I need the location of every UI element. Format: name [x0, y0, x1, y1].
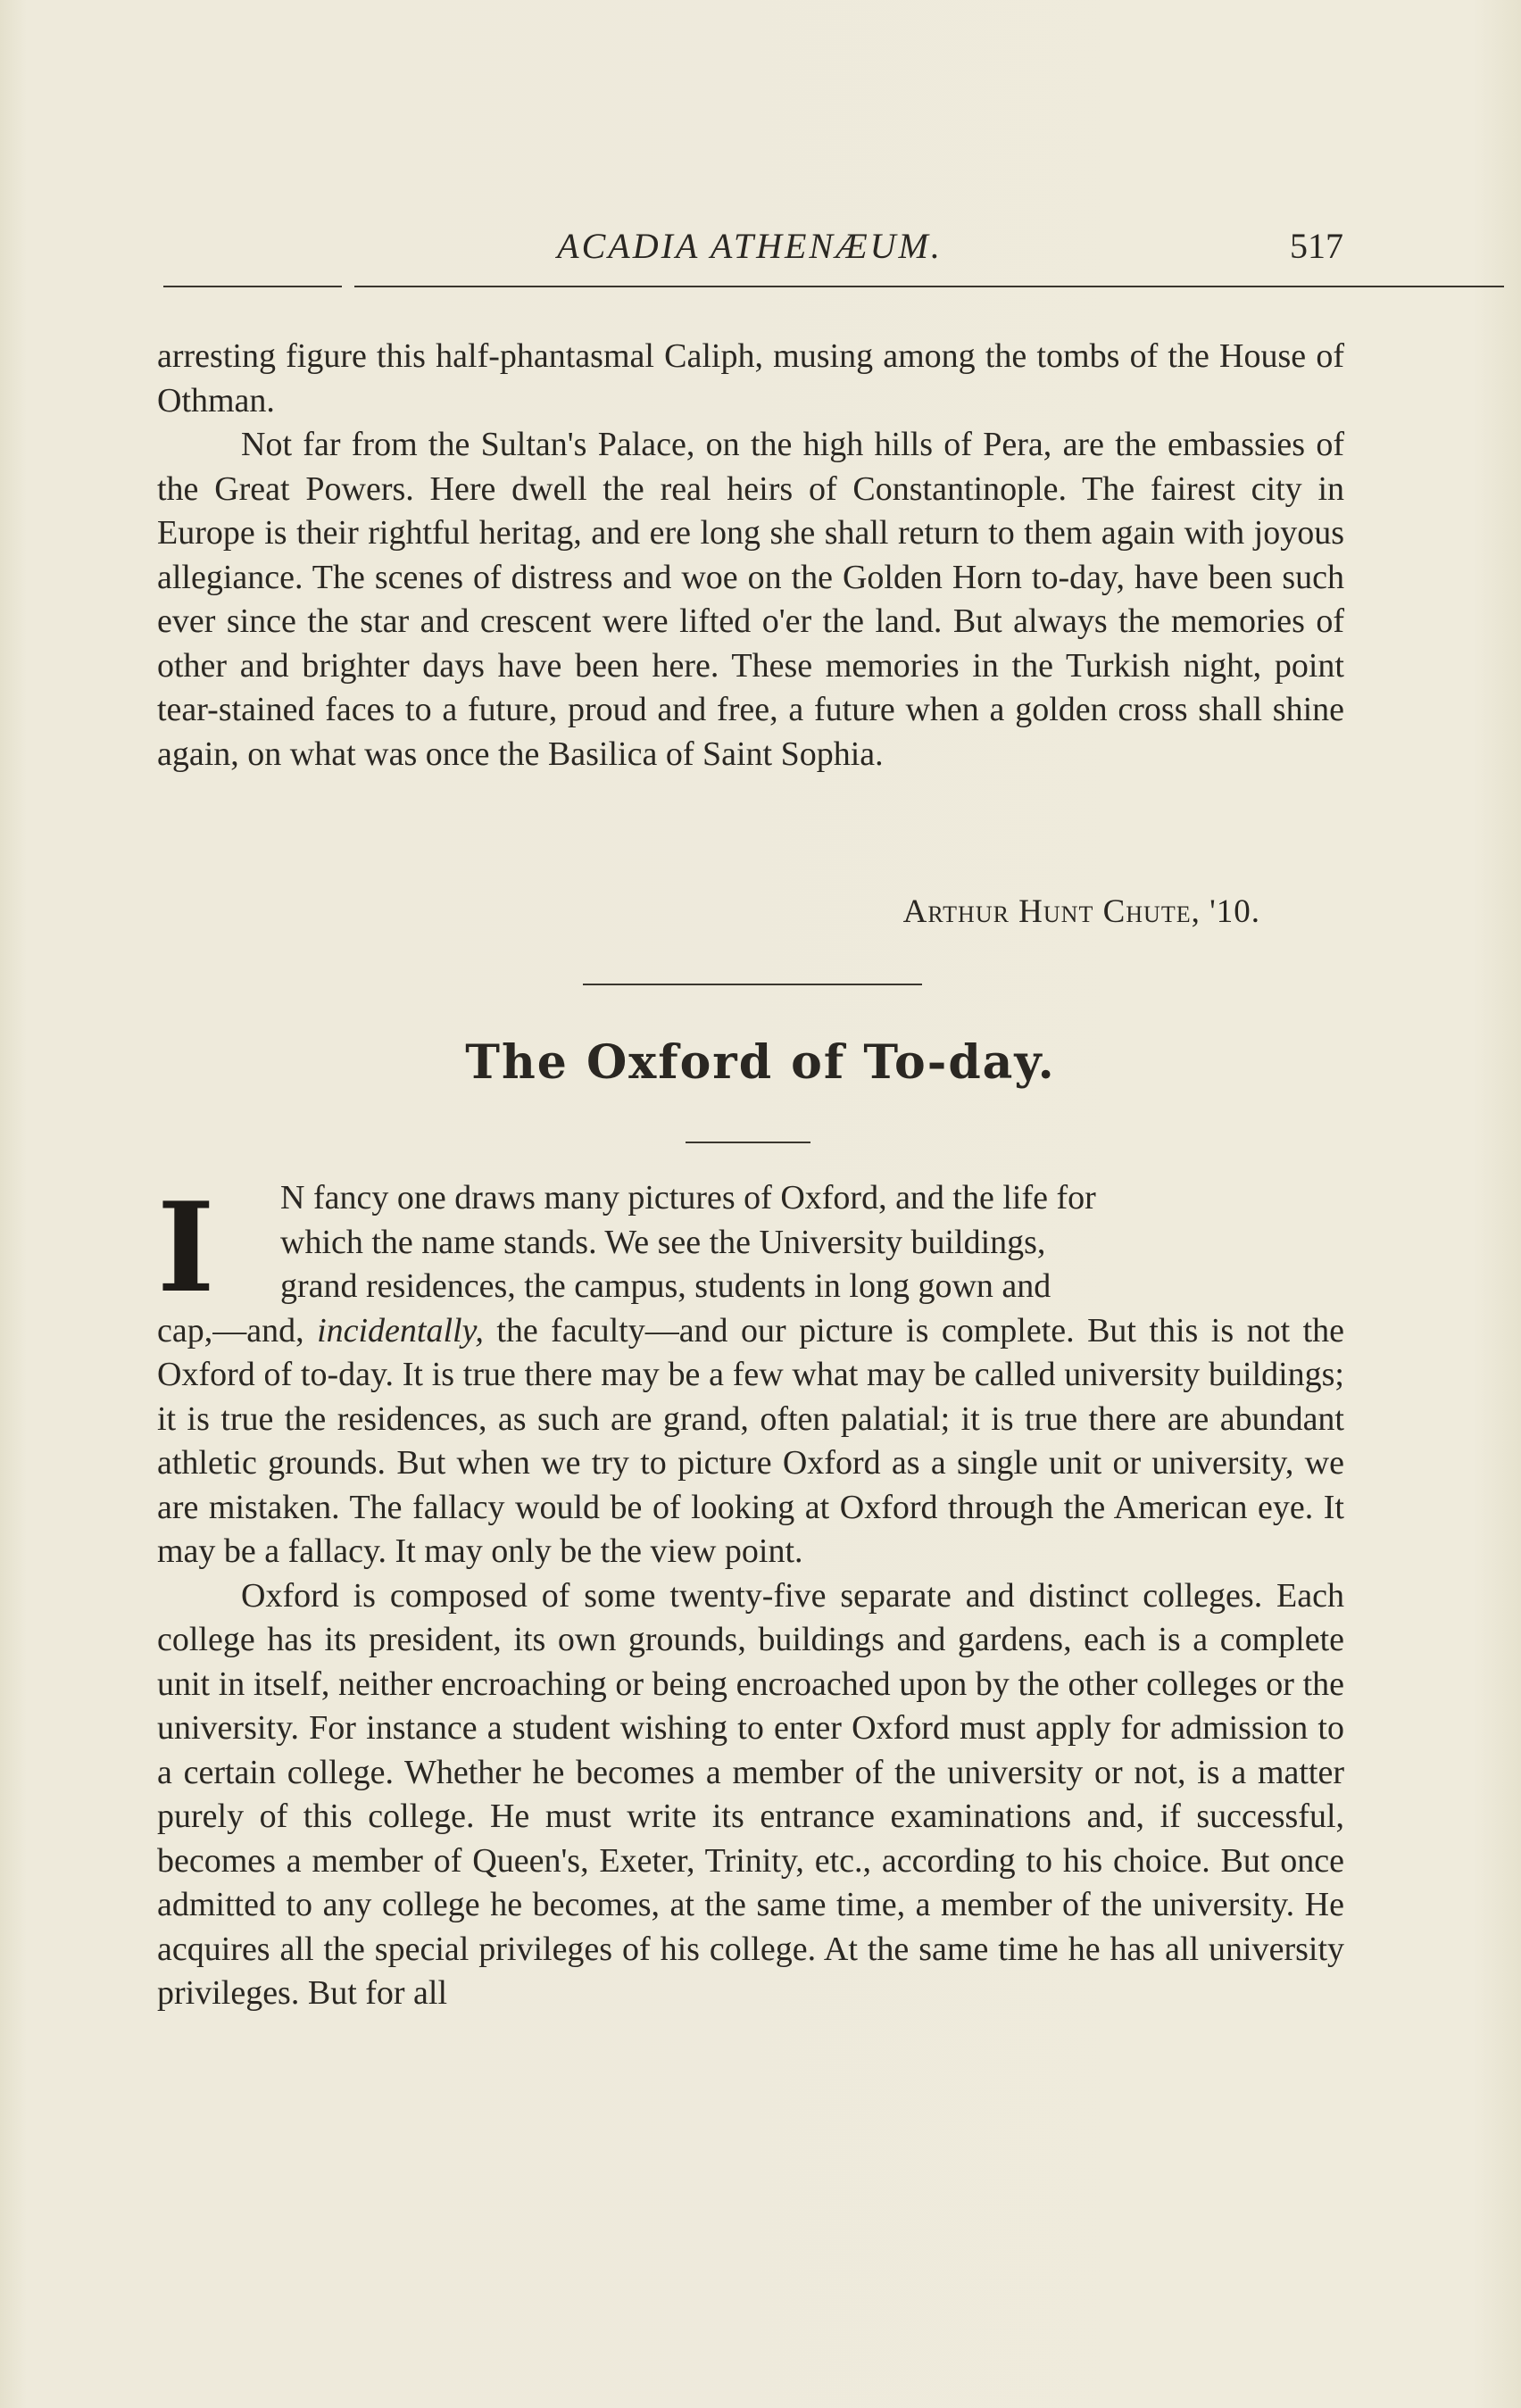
drop-cap-lines — [280, 1176, 1344, 1309]
title-rule — [686, 1142, 810, 1143]
section-divider — [583, 984, 922, 985]
header-rule-right — [354, 286, 1504, 287]
text-line: N fancy one draws many pictures of Oxford, and the life for — [280, 1179, 1096, 1216]
emphasis-text: incidentally, — [317, 1311, 484, 1349]
previous-article-body — [157, 335, 1344, 776]
text-run: the faculty—and our picture is complete. But this is not the Oxford of to-day. It is true there may be a few what may be called university buildings; it is true the residences, as such are grand, often palatial; it is true there are abundant athletic grounds. But when we try to picture Oxford as a single unit or university, we are mistaken. The fallacy would be of looking at Oxford through the American eye. It may be a fallacy. It may only be the view point. — [157, 1311, 1345, 1570]
paragraph: Not far from the Sultan's Palace, on the high hills of Pera, are the embassies of the Great Powers. Here dwell the real heirs of Constantinople. The fairest city in Europe is their rightful heritag, and ere long she shall return to them again with joyous allegiance. The scenes of distress and woe on the Golden Horn to-day, have been such ever since the star and crescent were lifted o'er the land. But always the memories of other and brighter days have been here. These memories in the Turkish night, point tear-stained faces to a future, proud and free, a future when a golden cross shall shine again, on what was once the Basilica of Saint Sophia. — [157, 426, 1344, 773]
paragraph: arresting figure this half-phantasmal Caliph, musing among the tombs of the House of Othman. — [157, 337, 1344, 419]
article-body — [157, 1176, 1344, 2016]
text-line: which the name stands. We see the University buildings, — [280, 1223, 1046, 1261]
paragraph: Oxford is composed of some twenty-five separate and distinct colleges. Each college has its president, its own grounds, buildings and gardens, each is a complete unit in itself, neither encroaching or being encroached upon by the other colleges or the university. For instance a student wishing to enter Oxford must apply for admission to a certain college. Whether he becomes a member of the university or not, is a matter purely of this college. He must write its entrance examinations and, if successful, becomes a member of Queen's, Exeter, Trinity, etc., according to his choice. But once admitted to any college he becomes, at the same time, a member of the university. He acquires all the special privileges of his college. At the same time he has all university privileges. But for all — [157, 1576, 1344, 2012]
header-rule-left — [163, 286, 342, 287]
article-title: The Oxford of To-day. — [465, 1035, 1056, 1090]
paragraph — [157, 1309, 1344, 1574]
text-line: grand residences, the campus, students in long gown and — [280, 1267, 1051, 1305]
article-paragraphs — [157, 1309, 1344, 2016]
text-run: cap,—and, — [157, 1311, 304, 1349]
author-signature: Arthur Hunt Chute, '10. — [902, 893, 1260, 930]
drop-cap: I — [157, 1175, 215, 1320]
running-title: ACADIA ATHENÆUM. — [557, 226, 943, 266]
page-number: 517 — [1290, 226, 1343, 266]
page-header — [156, 225, 1343, 282]
